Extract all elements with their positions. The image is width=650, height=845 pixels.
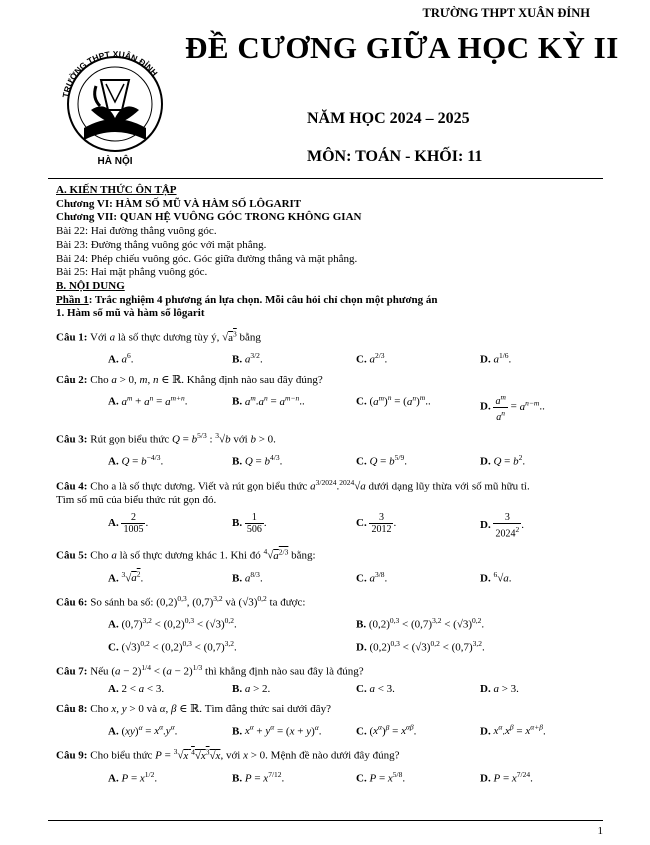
- lesson-item: Bài 22: Hai đường thẳng vuông góc.: [56, 225, 217, 238]
- lesson-item: Bài 25: Hai mặt phẳng vuông góc.: [56, 266, 208, 279]
- header-divider: [48, 178, 603, 179]
- question-4-cont: Tìm số mũ của biểu thức rút gọn đó.: [56, 494, 217, 507]
- option-a: A. $a^m + a^n = a^{m+n}$.: [108, 393, 188, 409]
- question-6-options-row1: [56, 614, 604, 632]
- option-c: C. $a^{3/8}$.: [356, 569, 388, 585]
- question-1-options: [56, 349, 604, 367]
- content: [56, 184, 604, 786]
- logo-city: HÀ NỘI: [97, 156, 133, 167]
- option-c: C. $Q = b^{5/9}$.: [356, 453, 407, 469]
- option-a: A. $a^6$.: [108, 351, 134, 367]
- question-1: Câu 1: Với a là số thực dương tùy ý, $√a^3$ bằng: [56, 329, 261, 344]
- subsection-1: 1. Hàm số mũ và hàm số lôgarit: [56, 307, 205, 320]
- option-c: C. $(√3)^{0,2} < (0,2)^{0,3} < (0,7)^{3,2}$.: [108, 638, 237, 654]
- section-a-heading: A. KIẾN THỨC ÔN TẬP: [56, 184, 177, 196]
- question-6-options-row2: [56, 637, 604, 655]
- school-logo: [56, 40, 174, 170]
- school-name: TRƯỜNG THPT XUÂN ĐỈNH: [422, 6, 590, 20]
- option-c: C. $\frac{3}{2012}$ .: [356, 511, 397, 535]
- chapter-6: Chương VI: HÀM SỐ MŨ VÀ HÀM SỐ LÔGARIT: [56, 197, 302, 210]
- option-a: A. $Q = b^{-4/3}$.: [108, 453, 164, 469]
- option-b: B. $a^{8/3}$.: [232, 569, 263, 585]
- option-b: B. $(0,2)^{0,3} < (0,7)^{3,2} < (√3)^{0,2}$.: [356, 616, 485, 631]
- question-4: Câu 4: Cho a là số thực dương. Viết và rút gọn biểu thức $a^{3/2024}.^{2024}√a$ dưới dạng lũy thừa với số mũ hữu tỉ.: [56, 477, 530, 493]
- question-3-options: [56, 451, 604, 469]
- option-a: A. $(0,7)^{3,2} < (0,2)^{0,3} < (√3)^{0,2}$.: [108, 616, 237, 631]
- question-5-options: [56, 568, 604, 586]
- lesson-item: Bài 23: Đường thẳng vuông góc với mặt phẳng.: [56, 238, 267, 251]
- school-year: NĂM HỌC 2024 – 2025: [307, 110, 470, 127]
- option-a: A. $P = x^{1/2}$.: [108, 769, 158, 785]
- option-a: A. $^3√a^2$.: [108, 569, 144, 585]
- option-d: D. $P = x^{7/24}$.: [480, 769, 533, 785]
- option-c: C. $a^{2/3}$.: [356, 351, 388, 367]
- option-d: D. $(0,2)^{0,3} < (√3)^{0,2} < (0,7)^{3,2}$.: [356, 638, 485, 654]
- question-3: Câu 3: Rút gọn biểu thức $Q = b^{5/3}$ : $^3$√b với b > 0.: [56, 431, 276, 446]
- subject-grade: MÔN: TOÁN - KHỐI: 11: [307, 148, 483, 165]
- option-b: B. $a^m.a^n = a^{m-n}$..: [232, 393, 305, 409]
- option-b: B. $a^{3/2}$.: [232, 351, 263, 367]
- option-b: B. $\frac{1}{506}$ .: [232, 511, 267, 535]
- option-d: D. $x^\alpha.x^\beta = x^{\alpha+\beta}$.: [480, 722, 546, 738]
- option-b: B. $Q = b^{4/3}$.: [232, 453, 283, 469]
- question-8: Câu 8: Cho x, y > 0 và α, β ∈ ℝ. Tìm đẳng thức sai dưới đây?: [56, 703, 331, 716]
- question-9: Câu 9: Cho biểu thức P = $^3$√x $^4√x^3√x$, với x > 0. Mệnh đề nào dưới đây đúng?: [56, 747, 400, 762]
- option-d: D. a > 3.: [480, 683, 519, 696]
- option-c: C. a < 3.: [356, 683, 395, 696]
- option-d: D. $\frac{a^m}{a^n}$ = $a^{n-m}$..: [480, 392, 545, 424]
- option-c: C. $(a^m)^n = (a^n)^m$..: [356, 393, 431, 409]
- option-d: D. $Q = b^2$.: [480, 453, 526, 469]
- option-b: B. $P = x^{7/12}$.: [232, 769, 285, 785]
- option-d: D. $\frac{3}{2024^2}$ .: [480, 511, 524, 540]
- lesson-item: Bài 24: Phép chiếu vuông góc. Góc giữa đường thẳng và mặt phẳng.: [56, 252, 358, 265]
- option-b: B. $x^\alpha + y^\alpha = (x + y)^\alpha$.: [232, 722, 322, 738]
- question-2-options: [56, 391, 604, 423]
- question-7: Câu 7: Nếu $(a - 2)^{1/4} < (a - 2)^{1/3}$ thì khẳng định nào sau đây là đúng?: [56, 663, 364, 678]
- section-b-heading: B. NỘI DUNG: [56, 279, 125, 292]
- page-number: 1: [597, 825, 603, 837]
- option-a: A. 2 < a < 3.: [108, 683, 165, 696]
- option-a: A. $(xy)^\alpha = x^\alpha.y^\alpha$.: [108, 722, 178, 738]
- question-6: Câu 6: So sánh ba số: $(0,2)^{0,3}$, $(0,7)^{3,2}$ và $(√3)^{0,2}$ ta được:: [56, 593, 306, 609]
- question-8-options: [56, 721, 604, 739]
- logo-arc-text: TRƯỜNG THPT XUÂN ĐỈNH: [60, 48, 160, 99]
- footer-divider: [48, 820, 603, 821]
- option-d: D. $^6$√a.: [480, 569, 512, 585]
- question-4-options: [56, 512, 604, 539]
- option-a: A. $\frac{2}{1005}$ .: [108, 511, 149, 535]
- question-2: Câu 2: Cho a > 0, m, n ∈ ℝ. Khẳng định nào sau đây đúng?: [56, 373, 323, 386]
- chapter-7: Chương VII: QUAN HỆ VUÔNG GÓC TRONG KHÔNG GIAN: [56, 211, 362, 224]
- document-title: ĐỀ CƯƠNG GIỮA HỌC KỲ II: [185, 30, 619, 65]
- option-c: C. $P = x^{5/8}$.: [356, 769, 406, 785]
- option-b: B. a > 2.: [232, 683, 271, 696]
- question-9-options: [56, 768, 604, 786]
- option-c: C. $(x^\alpha)^\beta = x^{\alpha\beta}$.: [356, 722, 417, 738]
- question-7-options: [56, 683, 604, 697]
- part-1-heading: Phần 1: Trắc nghiệm 4 phương án lựa chọn. Mỗi câu hỏi chỉ chọn một phương án: [56, 293, 438, 306]
- question-5: Câu 5: Cho a là số thực dương khác 1. Khi đó $^4√a^{2/3}$ bằng:: [56, 547, 316, 562]
- option-d: D. $a^{1/6}$.: [480, 351, 512, 367]
